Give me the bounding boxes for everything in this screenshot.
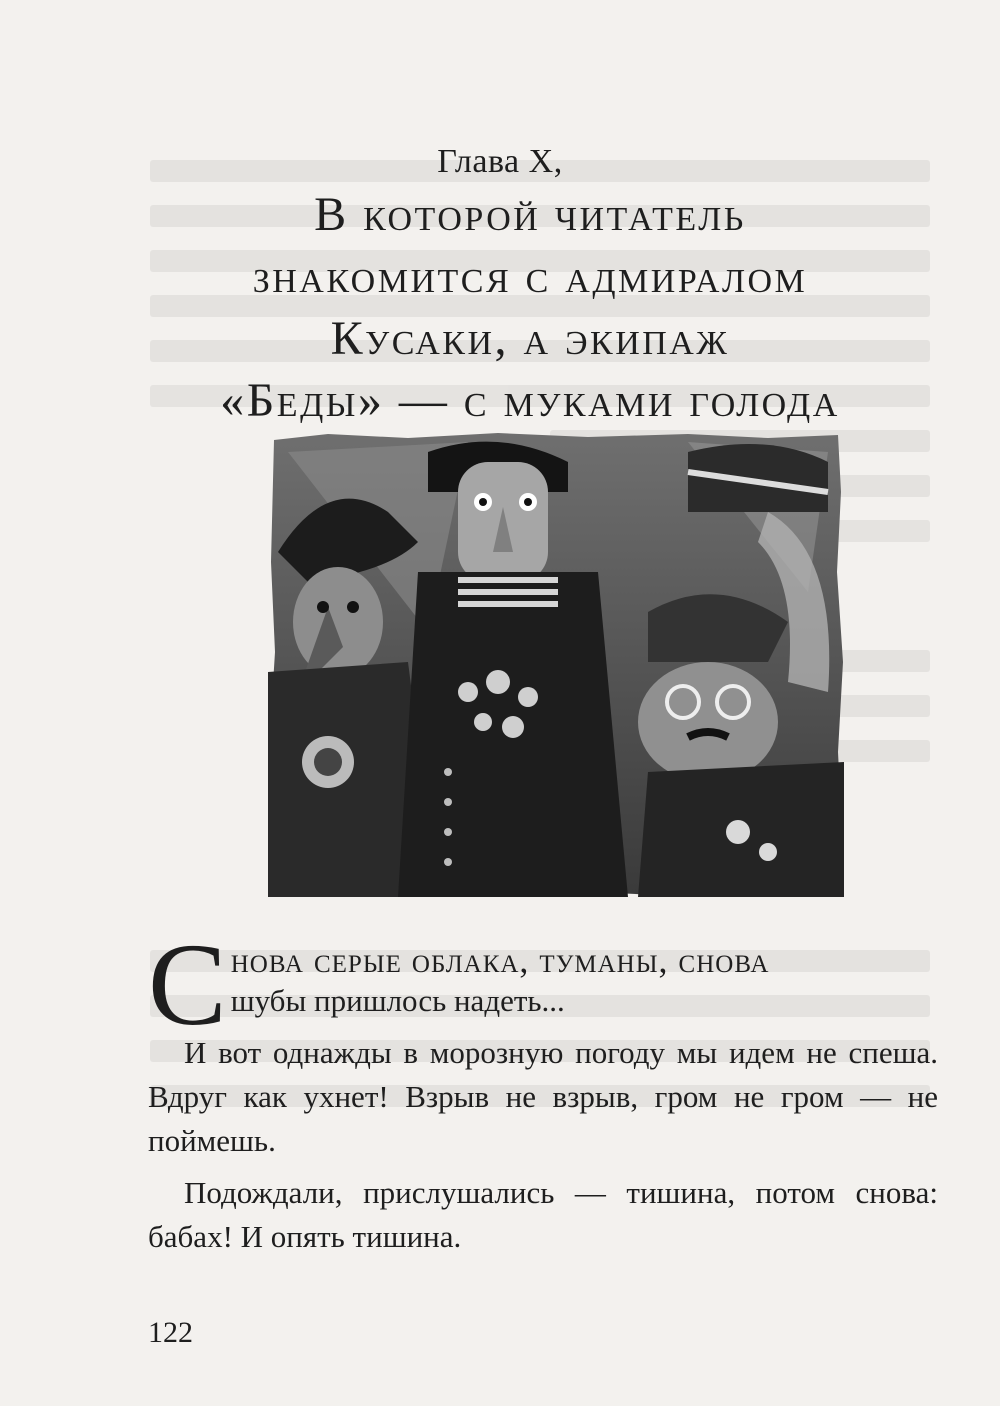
first-paragraph-smallcaps: нова серые облака, туманы, снова: [230, 940, 770, 980]
chapter-title-line: знакомится с адмиралом: [252, 250, 808, 303]
chapter-title: [120, 184, 940, 432]
drop-cap: С: [148, 919, 227, 1050]
illustration-admirals-icon: [268, 432, 844, 897]
chapter-body: [148, 919, 938, 1259]
paragraph: И вот однажды в морозную погоду мы идем не спеша. Вдруг как ухнет! Взрыв не взрыв, гром не гром — не поймешь.: [148, 1035, 938, 1158]
first-paragraph-continuation: шубы пришлось надеть...: [230, 983, 565, 1018]
chapter-title-line: В которой читатель: [314, 188, 746, 241]
paragraph: Подождали, прислушались — тишина, потом снова: бабах! И опять тишина.: [148, 1175, 938, 1254]
page-number: 122: [148, 1316, 193, 1349]
chapter-number: Глава X,: [437, 143, 563, 180]
chapter-title-line: «Беды» — с муками голода: [220, 374, 840, 427]
chapter-title-line: Кусаки, а экипаж: [330, 312, 730, 365]
